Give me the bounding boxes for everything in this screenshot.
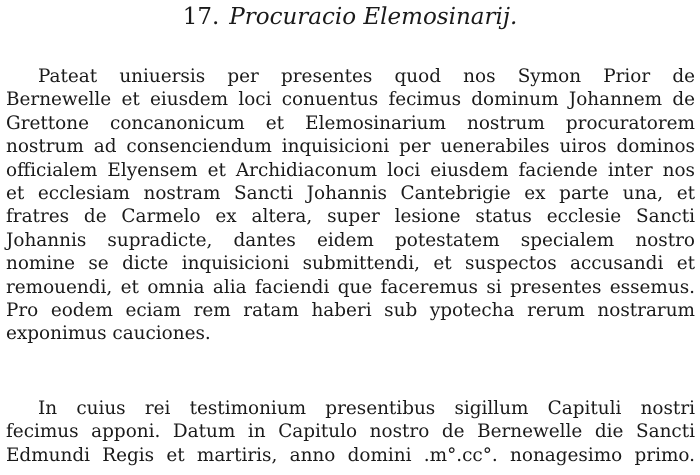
- text-line: fecimus apponi. Datum in Capitulo nostro de Bernewelle die Sancti: [6, 421, 695, 443]
- document-number: 17.: [182, 4, 220, 30]
- text-line: nomine se dicte inquisicioni submittendi, et suspectos accusandi et: [6, 253, 695, 275]
- document-heading: [0, 2, 700, 32]
- document-title: Procuracio Elemosinarij.: [229, 4, 518, 30]
- paragraph-procuration: [6, 65, 695, 346]
- text-line: Edmundi Regis et martiris, anno domini .m°.cc°. nonagesimo primo.: [6, 444, 695, 466]
- text-line: In cuius rei testimonium presentibus sigillum Capituli nostri: [38, 398, 695, 419]
- text-line: Pateat uniuersis per presentes quod nos Symon Prior de: [38, 66, 695, 87]
- text-line: Johannis supradicte, dantes eidem potestatem specialem nostro: [6, 229, 695, 251]
- text-line: Grettone concanonicum et Elemosinarium nostrum procuratorem: [6, 112, 695, 134]
- text-line: Pro eodem eciam rem ratam haberi sub ypotecha rerum nostrarum: [6, 299, 695, 321]
- text-line: et ecclesiam nostram Sancti Johannis Cantebrigie ex parte una, et: [6, 182, 695, 204]
- text-line: remouendi, et omnia alia faciendi que faceremus si presentes essemus.: [6, 276, 695, 298]
- text-line: Bernewelle et eiusdem loci conuentus fecimus dominum Johannem de: [6, 89, 695, 111]
- text-line: nostrum ad consenciendum inquisicioni per uenerabiles uiros dominos: [6, 136, 695, 158]
- text-line: exponimus cauciones.: [6, 323, 211, 345]
- text-line: fratres de Carmelo ex altera, super lesione status ecclesie Sancti: [6, 206, 695, 228]
- text-line: officialem Elyensem et Archidiaconum loci eiusdem faciende inter nos: [6, 159, 695, 181]
- paragraph-attestation: [6, 397, 695, 467]
